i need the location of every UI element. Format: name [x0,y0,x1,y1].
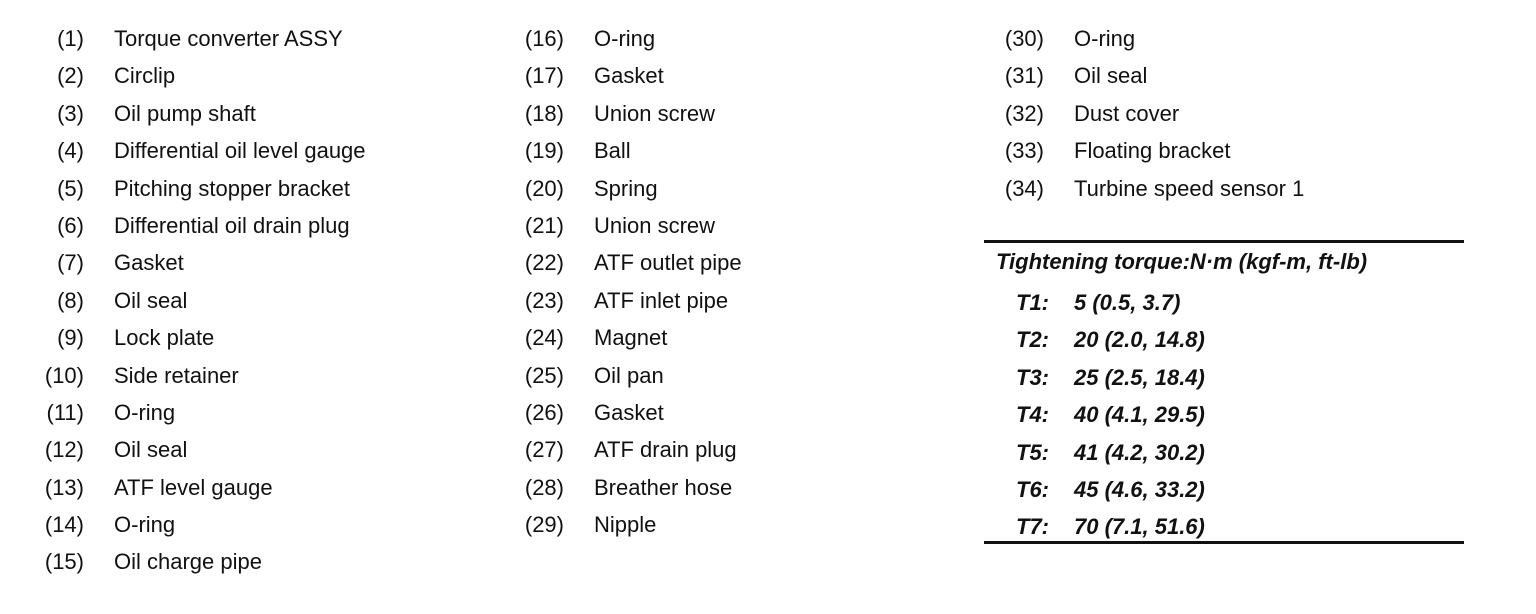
part-number: (26) [524,399,564,425]
part-number: (30) [1004,26,1044,51]
part-name: ATF level gauge [114,474,273,500]
part-name: Oil seal [114,287,188,313]
part-name: Side retainer [114,362,239,388]
part-number: (31) [1004,63,1044,89]
part-number: (18) [524,100,564,126]
tightening-torque-table [984,240,1464,544]
torque-code: T7: [1016,514,1049,540]
torque-code: T6: [1016,476,1049,502]
part-number: (1) [57,26,84,51]
part-number: (6) [57,212,84,238]
torque-value: 41 (4.2, 30.2) [1074,439,1205,465]
part-name: O-ring [594,26,656,51]
part-number: (34) [1004,175,1044,201]
part-number: (33) [1004,138,1044,164]
part-name: Floating bracket [1074,138,1231,164]
part-number: (28) [524,474,564,500]
part-number: (7) [57,250,84,276]
part-number: (9) [57,325,84,351]
part-number: (29) [524,512,564,538]
torque-value: 40 (4.1, 29.5) [1074,402,1205,428]
part-name: Pitching stopper bracket [114,175,351,201]
part-name: Union screw [594,100,716,126]
part-number: (19) [524,138,564,164]
part-number: (2) [57,63,84,89]
torque-code: T4: [1016,402,1049,428]
torque-code: T2: [1016,327,1049,353]
part-name: Breather hose [594,474,733,500]
part-name: Oil seal [114,437,188,463]
part-name: Oil pump shaft [114,100,256,126]
part-name: Spring [594,175,658,201]
part-number: (20) [524,175,564,201]
part-number: (13) [44,474,84,500]
torque-value: 25 (2.5, 18.4) [1074,364,1205,390]
part-number: (25) [524,362,564,388]
torque-value: 20 (2.0, 14.8) [1074,327,1205,353]
part-number: (12) [44,437,84,463]
part-name: Gasket [594,63,664,89]
part-number: (8) [57,287,84,313]
part-name: Circlip [114,63,176,89]
part-name: Magnet [594,325,668,351]
part-number: (5) [57,175,84,201]
part-number: (3) [57,100,84,126]
part-name: O-ring [1074,26,1136,51]
part-number: (23) [524,287,564,313]
part-name: Ball [594,138,631,164]
part-name: Differential oil level gauge [114,138,366,164]
part-number: (32) [1004,100,1044,126]
part-number: (17) [524,63,564,89]
part-number: (10) [44,362,84,388]
part-number: (21) [524,212,564,238]
part-name: Oil seal [1074,63,1148,89]
torque-value: 70 (7.1, 51.6) [1074,514,1205,540]
part-name: ATF drain plug [594,437,737,463]
part-name: Oil pan [594,362,664,388]
torque-value: 5 (0.5, 3.7) [1074,290,1181,315]
part-number: (11) [46,399,84,425]
part-number: (27) [524,437,564,463]
torque-code: T1: [1016,290,1049,315]
torque-table-title: Tightening torque:N·m (kgf-m, ft-lb) [996,249,1368,274]
part-name: Gasket [594,399,664,425]
part-name: Dust cover [1074,100,1180,126]
part-number: (14) [44,512,84,538]
part-number: (16) [524,26,564,51]
torque-value: 45 (4.6, 33.2) [1074,476,1205,502]
part-number: (4) [57,138,84,164]
part-name: O-ring [114,512,176,538]
part-name: ATF outlet pipe [594,250,742,276]
torque-code: T3: [1016,364,1049,390]
part-name: Nipple [594,512,657,538]
part-number: (15) [44,549,84,575]
part-name: Union screw [594,212,716,238]
torque-code: T5: [1016,439,1049,465]
part-name: Oil charge pipe [114,549,262,575]
part-name: Gasket [114,250,184,276]
part-name: Lock plate [114,325,215,351]
part-name: Differential oil drain plug [114,212,350,238]
part-number: (24) [524,325,564,351]
part-name: O-ring [114,399,176,425]
part-name: Turbine speed sensor 1 [1074,175,1305,201]
part-number: (22) [524,250,564,276]
part-name: Torque converter ASSY [114,26,343,51]
part-name: ATF inlet pipe [594,287,729,313]
